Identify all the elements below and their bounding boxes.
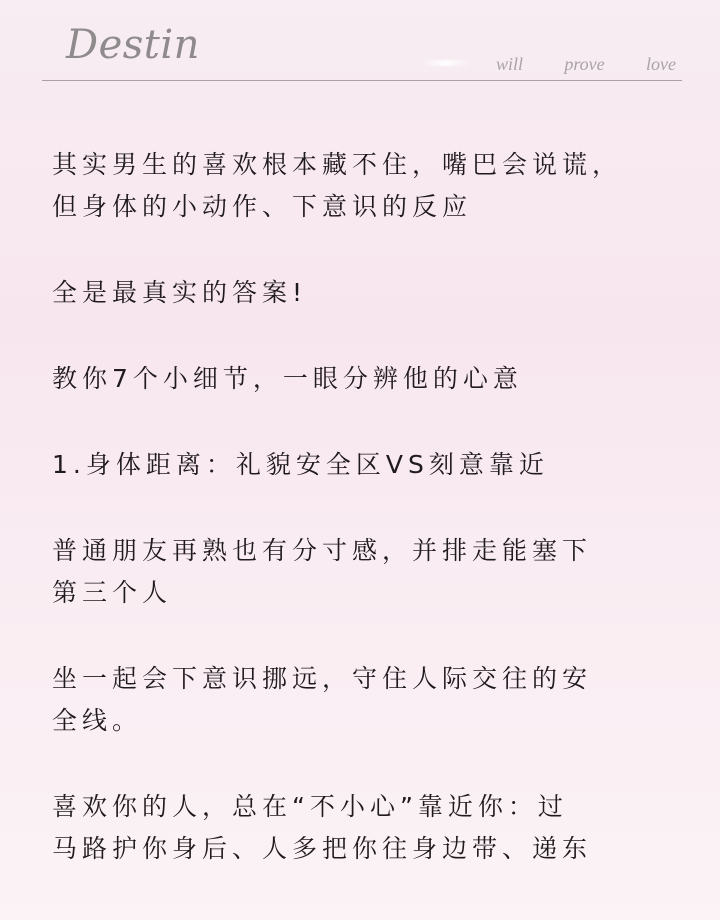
text-line: 马路护你身后、人多把你往身边带、递东 <box>52 834 593 863</box>
paragraph-intro <box>52 144 662 228</box>
paragraph-sitting <box>52 658 662 742</box>
text-line: 普通朋友再熟也有分寸感，并排走能塞下 <box>52 536 593 565</box>
article-body <box>52 144 662 914</box>
text-line: 喜欢你的人，总在“不小心”靠近你：过 <box>52 792 568 821</box>
brand-logo-text: Destin <box>66 22 200 68</box>
text-line: 但身体的小动作、下意识的反应 <box>52 192 473 221</box>
divider-highlight <box>420 60 472 66</box>
tagline <box>496 54 676 75</box>
tagline-word-3: love <box>646 54 676 74</box>
text-line: 坐一起会下意识挪远，守住人际交往的安 <box>52 664 593 693</box>
paragraph-answer <box>52 272 662 314</box>
text-line: 第三个人 <box>52 578 173 607</box>
header <box>0 0 720 90</box>
paragraph-teaser <box>52 358 662 400</box>
section-heading-1 <box>52 444 662 486</box>
text-line: 其实男生的喜欢根本藏不住，嘴巴会说谎， <box>52 150 623 179</box>
text-line: 全是最真实的答案! <box>52 278 308 307</box>
paragraph-friends <box>52 530 662 614</box>
text-line: 1.身体距离：礼貌安全区VS刻意靠近 <box>52 450 549 479</box>
tagline-word-2: prove <box>564 54 605 74</box>
header-divider <box>42 80 682 81</box>
text-line: 教你7个小细节，一眼分辨他的心意 <box>52 364 523 393</box>
text-line: 全线。 <box>52 706 143 735</box>
tagline-word-1: will <box>496 54 524 74</box>
paragraph-closer <box>52 786 662 870</box>
